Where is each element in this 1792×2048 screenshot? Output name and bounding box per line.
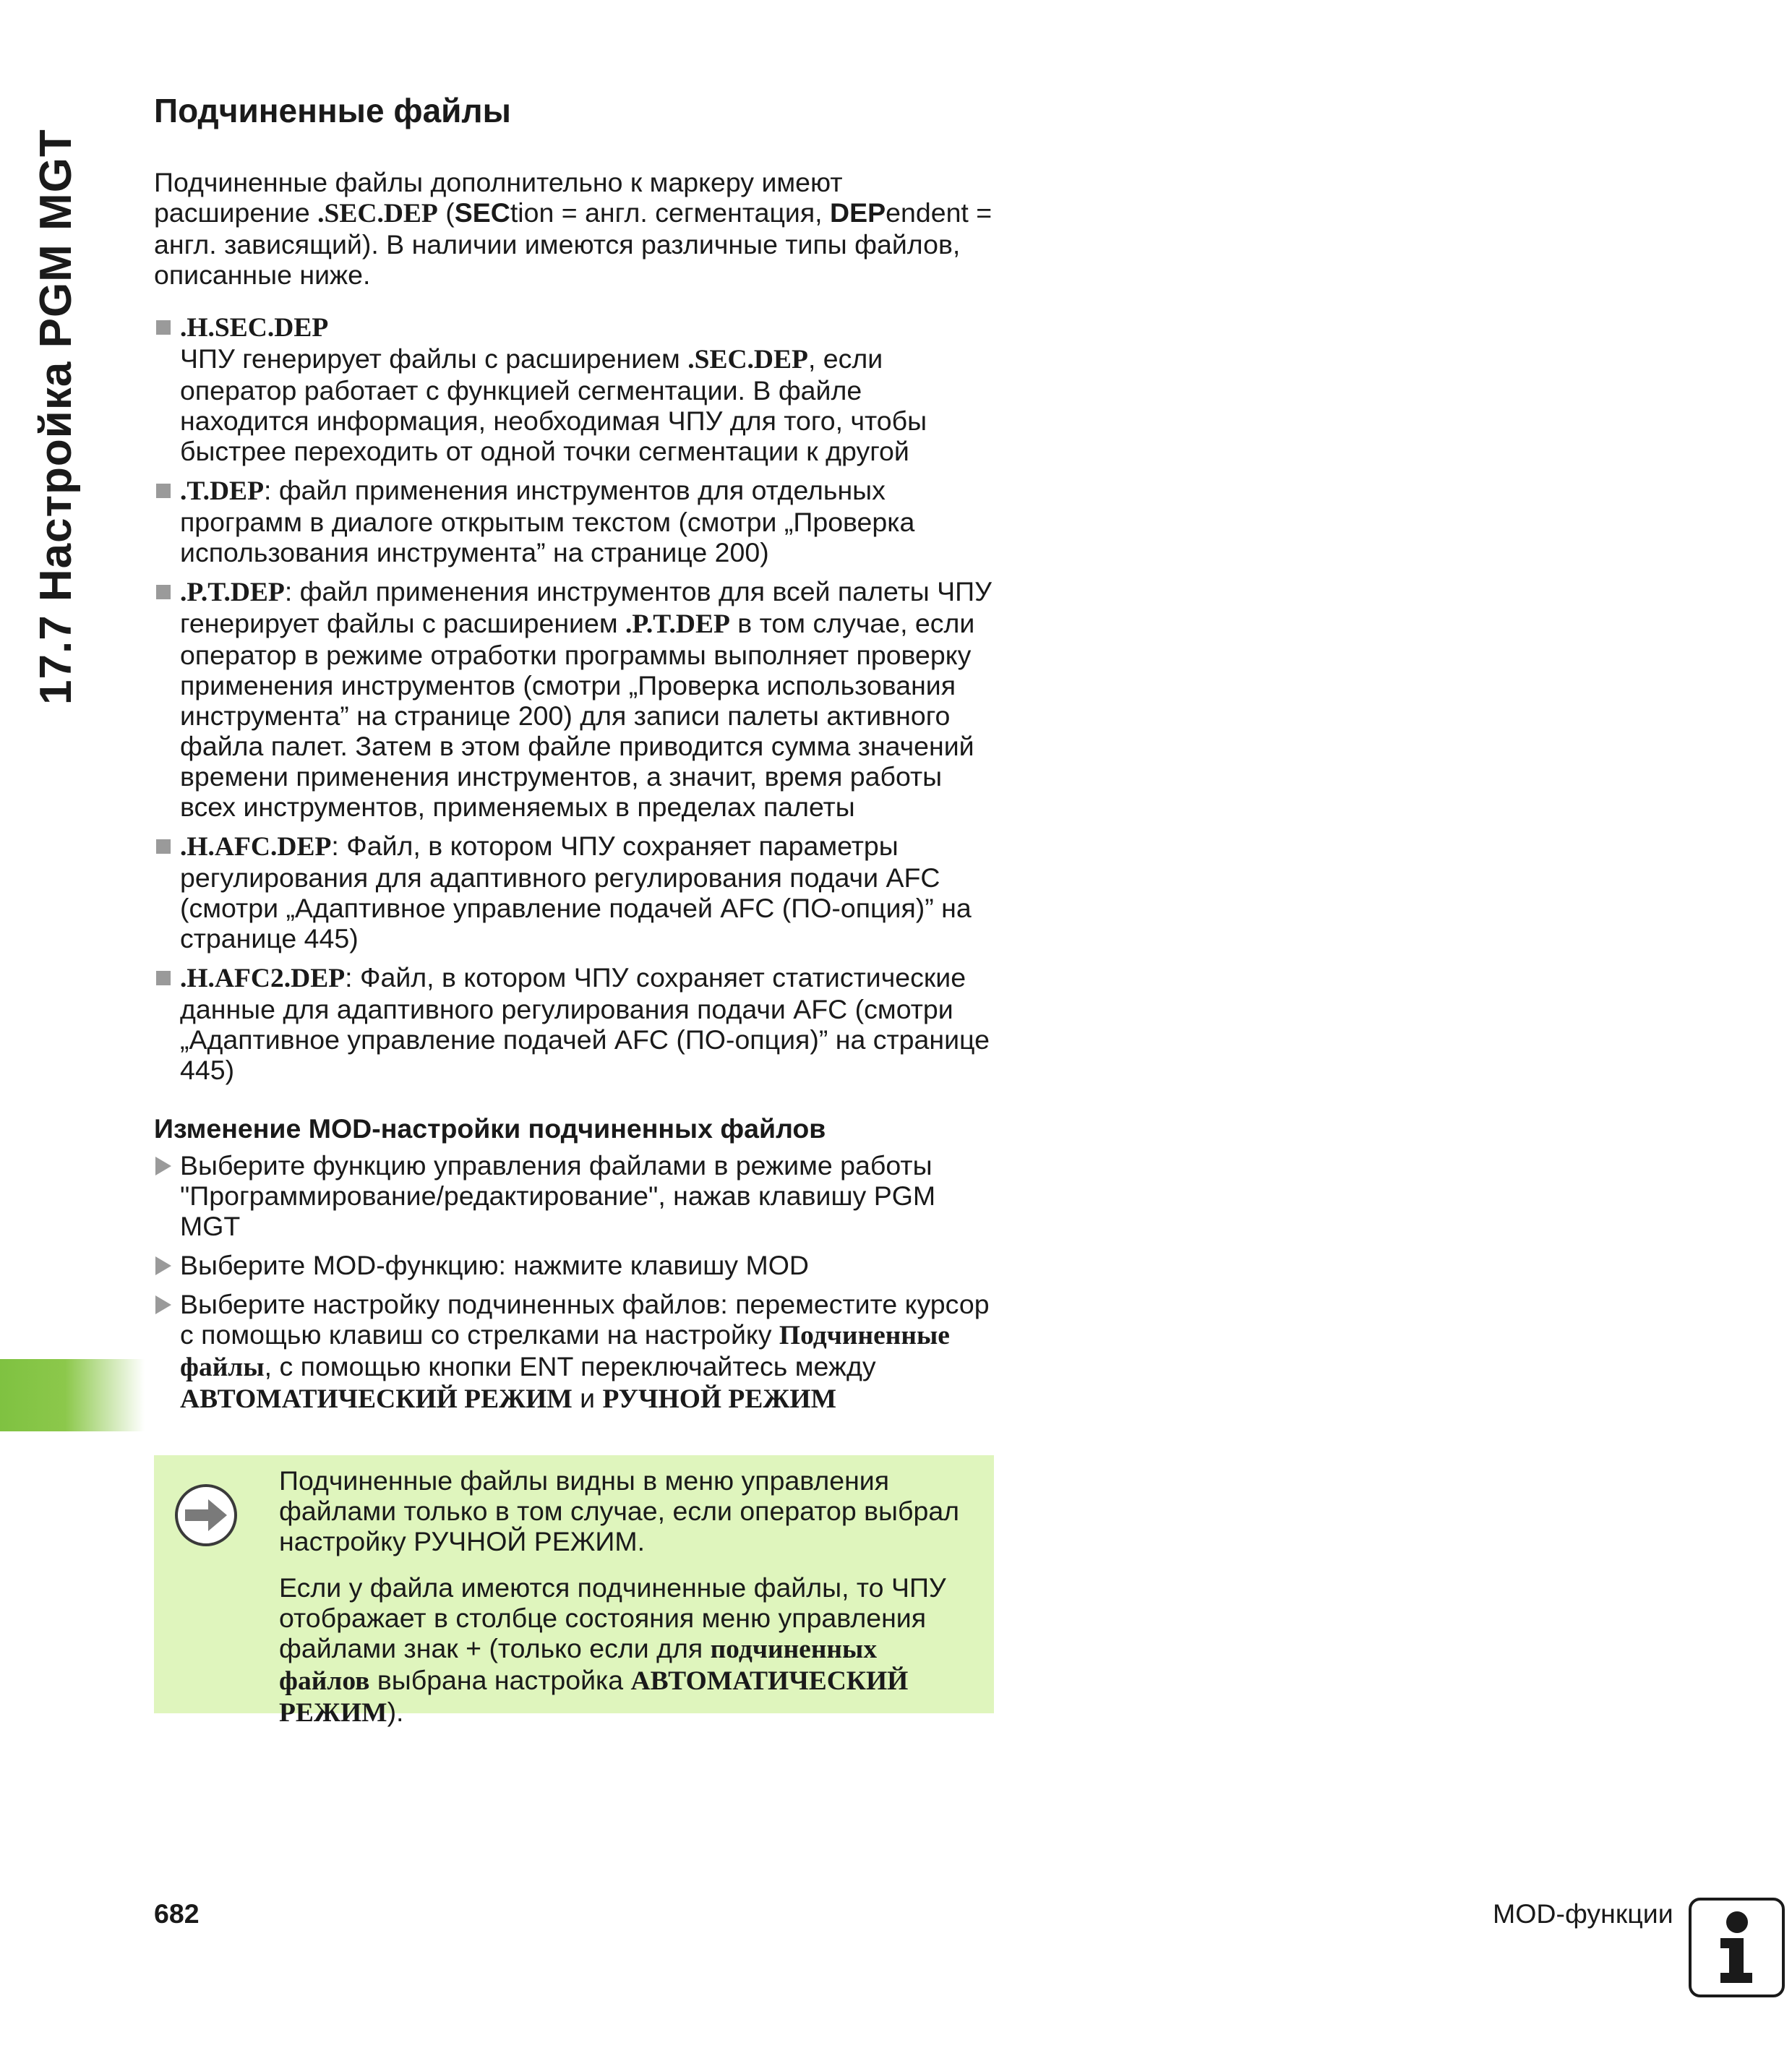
list-item: .H.AFC2.DEP: Файл, в котором ЧПУ сохраняет статистические данные для адаптивного регулирования подачи AFC (смотри „Адаптивное управление подачей AFC (ПО-опция)” на странице 445) [154, 962, 993, 1085]
file-type-name: .H.AFC2.DEP [180, 964, 346, 993]
square-bullet-icon [156, 585, 171, 599]
chapter-side-title: 17.7 Настройка PGM MGT [31, 129, 81, 705]
chapter-tab-marker [0, 1359, 145, 1431]
step-item: Выберите функцию управления файлами в режиме работы "Программирование/редактирование", нажав клавишу PGM MGT [154, 1150, 993, 1241]
triangle-arrow-icon [155, 1256, 171, 1275]
note-box [154, 1455, 994, 1728]
intro-paragraph: Подчиненные файлы дополнительно к маркеру имеют расширение .SEC.DEP (SECtion = англ. сегментация, DEPendent = англ. зависящий). В наличии имеются различные типы файлов, описанные ниже. [154, 167, 993, 290]
note-text [279, 1465, 973, 1728]
arrow-right-circle-icon [173, 1483, 239, 1548]
footer-chapter-name: MOD-функции [1493, 1898, 1673, 1929]
file-type-name: .P.T.DEP [180, 578, 285, 607]
triangle-arrow-icon [155, 1157, 171, 1175]
list-item: .T.DEP: файл применения инструментов для отдельных программ в диалоге открытым текстом (смотри „Проверка использования инструмента” на странице 200) [154, 475, 993, 567]
file-type-name: .H.SEC.DEP [180, 313, 329, 343]
triangle-arrow-icon [155, 1295, 171, 1314]
square-bullet-icon [156, 484, 171, 498]
file-type-list [154, 312, 993, 1085]
step-item: Выберите MOD-функцию: нажмите клавишу MOD [154, 1250, 993, 1280]
ext-sec-dep: .SEC.DEP [317, 199, 438, 228]
subsection-title: Изменение MOD-настройки подчиненных файлов [154, 1113, 826, 1144]
file-type-name: .H.AFC.DEP [180, 832, 332, 862]
list-item: .P.T.DEP: файл применения инструментов для всей палеты ЧПУ генерирует файлы с расширением .P.T.DEP в том случае, если оператор в режиме отработки программы выполняет проверку применения инструментов (смотри „Проверка использования инструмента” на странице 200) для записи палеты активного файла палет. Затем в этом файле приводится сумма значений времени применения инструментов, а значит, время работы всех инструментов, применяемых в пределах палеты [154, 576, 993, 822]
file-type-name: .T.DEP [180, 476, 264, 506]
steps-list [154, 1150, 993, 1415]
square-bullet-icon [156, 320, 171, 335]
square-bullet-icon [156, 839, 171, 854]
square-bullet-icon [156, 971, 171, 985]
info-icon [1689, 1898, 1785, 1997]
note-paragraph: Подчиненные файлы видны в меню управления файлами только в том случае, если оператор выбрал настройку РУЧНОЙ РЕЖИМ. [279, 1465, 960, 1556]
step-item: Выберите настройку подчиненных файлов: переместите курсор с помощью клавиш со стрелками на настройку Подчиненные файлы, с помощью кнопки ENT переключайтесь между АВТОМАТИЧЕСКИЙ РЕЖИМ и РУЧНОЙ РЕЖИМ [154, 1289, 993, 1415]
list-item: .H.SEC.DEP ЧПУ генерирует файлы с расширением .SEC.DEP, если оператор работает с функцией сегментации. В файле находится информация, необходимая ЧПУ для того, чтобы быстрее переходить от одной точки сегментации к другой [154, 312, 993, 466]
note-paragraph: Если у файла имеются подчиненные файлы, то ЧПУ отображает в столбце состояния меню управления файлами знак + (только если для подчиненных файлов выбрана настройка АВТОМАТИЧЕСКИЙ РЕЖИМ). [279, 1572, 946, 1728]
main-content [154, 90, 993, 1423]
list-item: .H.AFC.DEP: Файл, в котором ЧПУ сохраняет параметры регулирования для адаптивного регулирования подачи AFC (смотри „Адаптивное управление подачей AFC (ПО-опция)” на странице 445) [154, 831, 993, 954]
section-title: Подчиненные файлы [154, 92, 511, 129]
page-number: 682 [154, 1898, 200, 1929]
info-glyph-icon [1692, 1901, 1782, 1995]
